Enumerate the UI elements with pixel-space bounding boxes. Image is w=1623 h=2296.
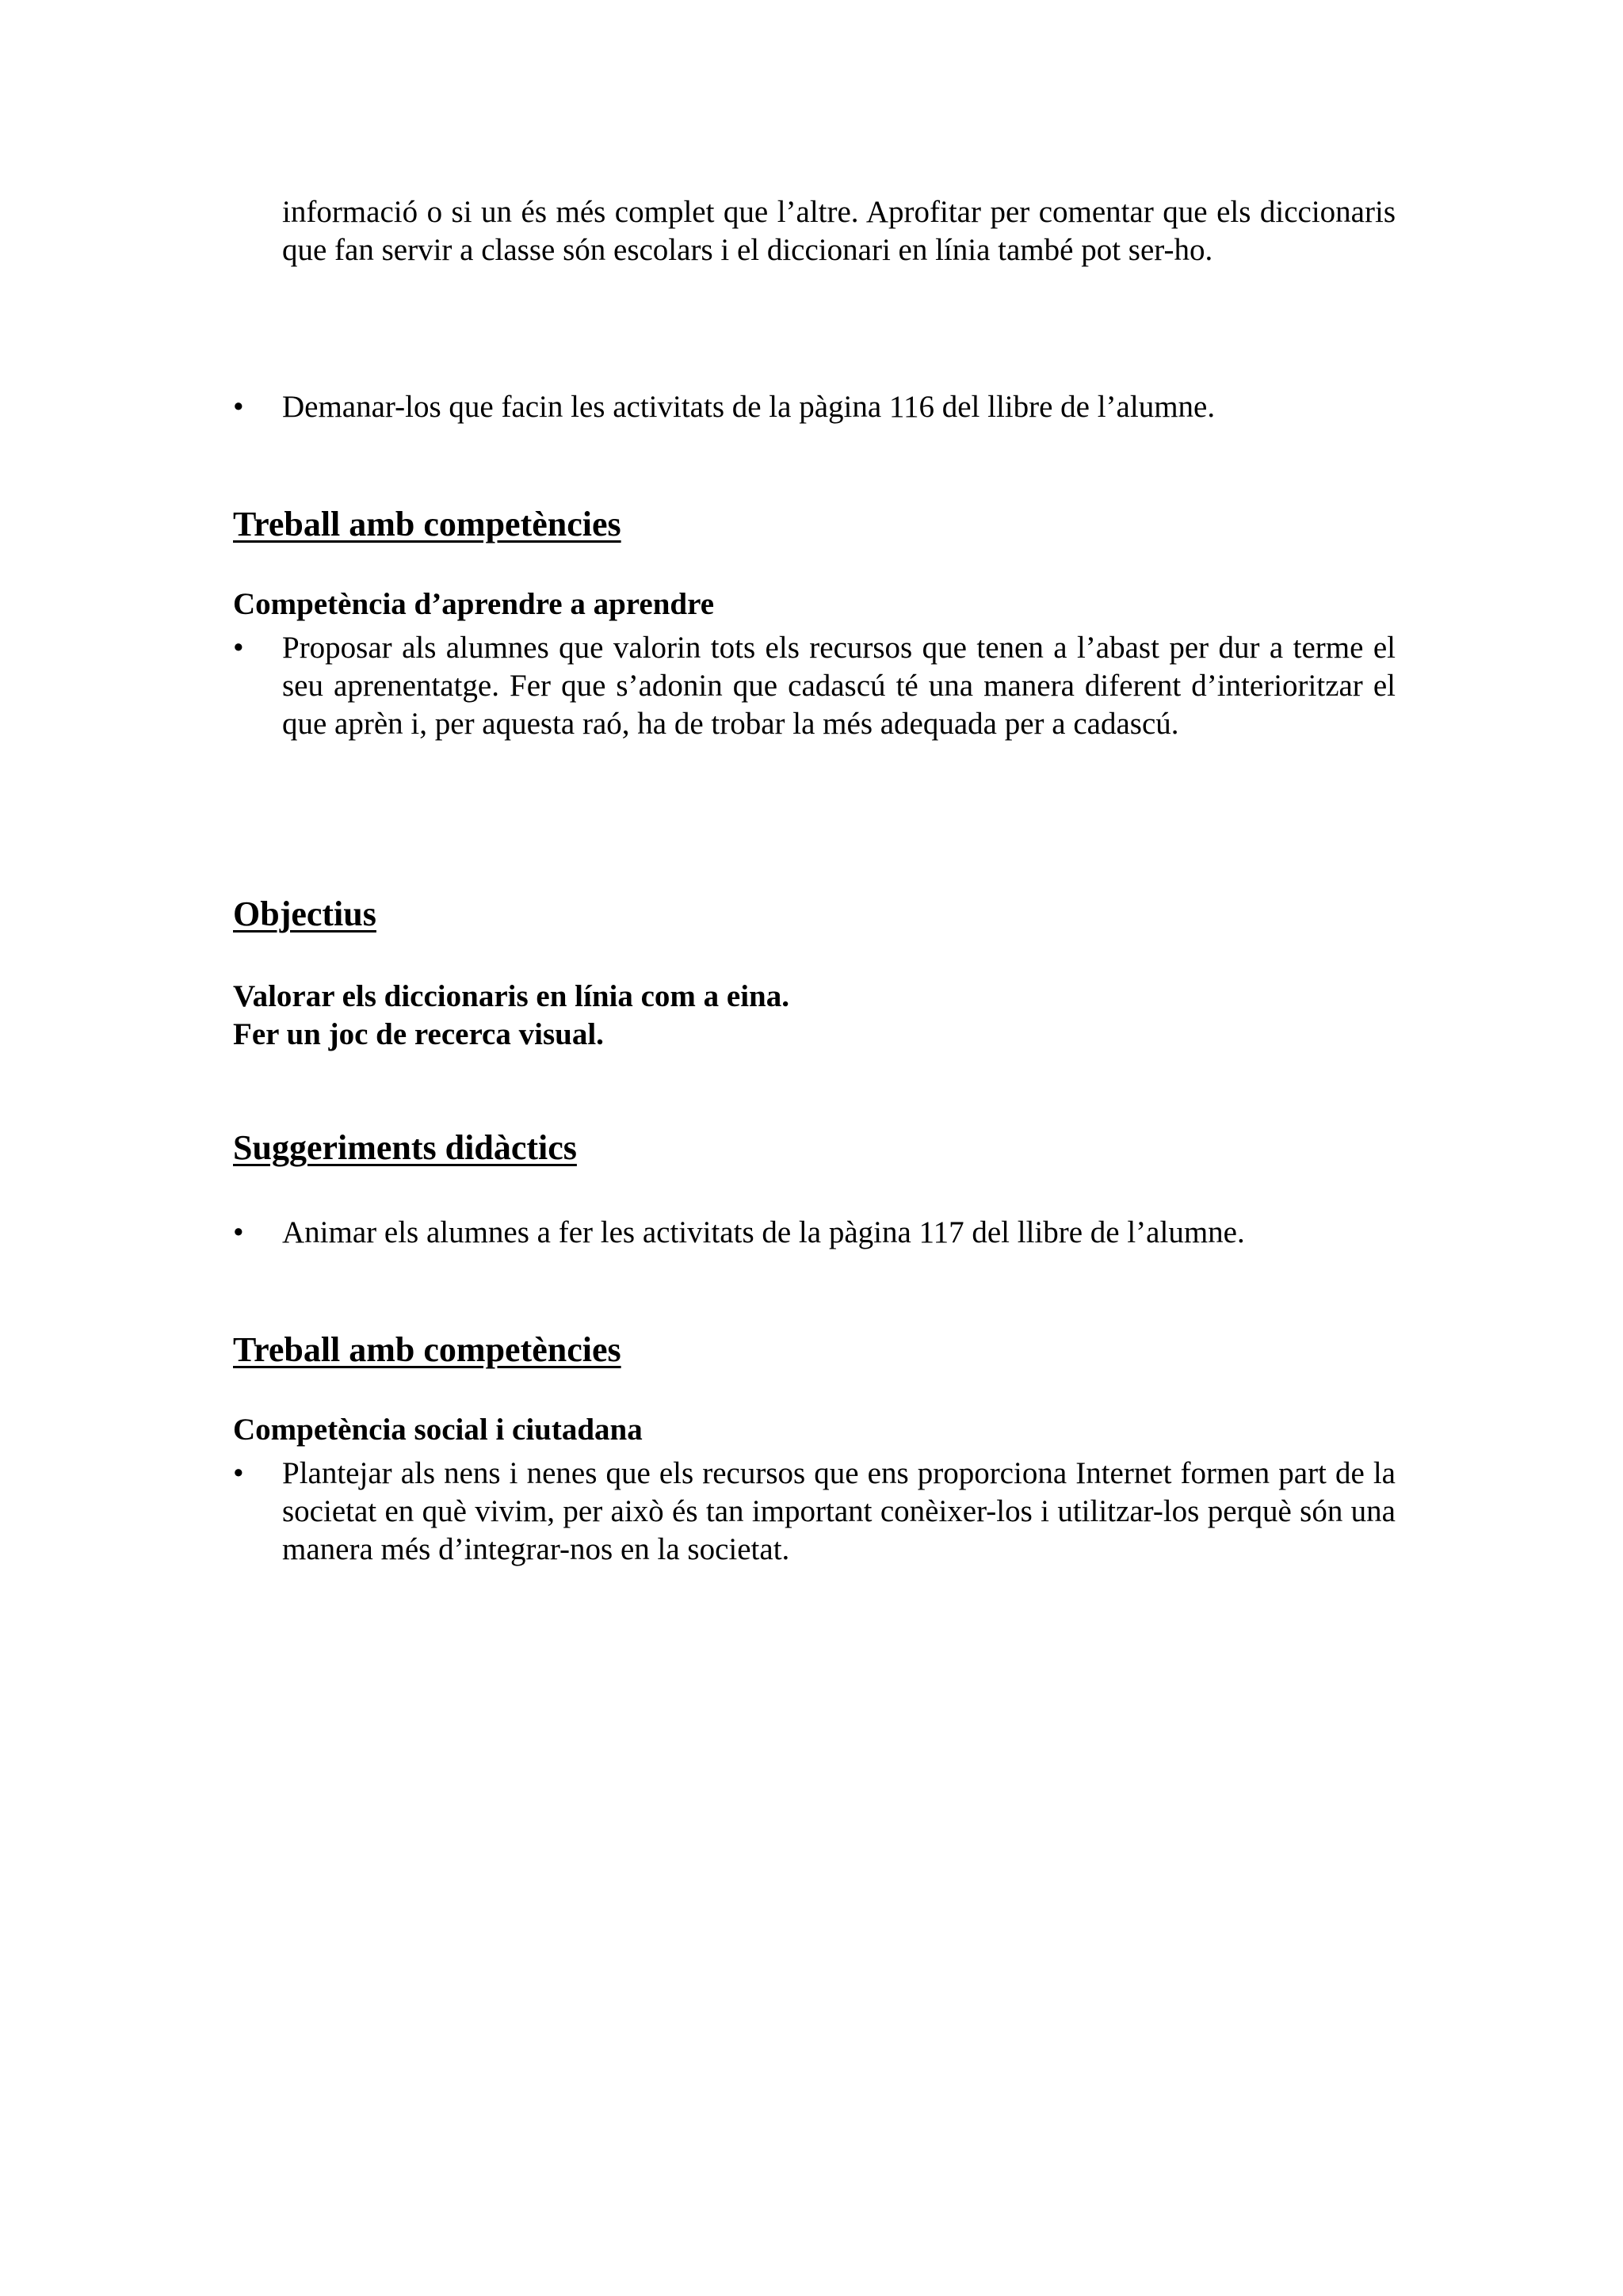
bullet-icon: • bbox=[233, 1215, 244, 1249]
section-subheading: Competència social i ciutadana bbox=[233, 1413, 643, 1447]
objective-line: Fer un joc de recerca visual. bbox=[233, 1017, 604, 1051]
list-item-text: Proposar als alumnes que valorin tots els recursos que tenen a l’abast per dur a terme el seu aprenentatge. Fer que s’adonin que cadascú té una manera diferent d’interioritzar el que aprèn i, per aquesta raó, ha de trobar la més adequada per a cadascú. bbox=[282, 631, 1396, 741]
section-heading: Treball amb competències bbox=[233, 1330, 621, 1369]
section-subheading: Competència d’aprendre a aprendre bbox=[233, 587, 715, 621]
section-heading: Objectius bbox=[233, 894, 376, 933]
bullet-icon: • bbox=[233, 1456, 244, 1490]
section-heading: Treball amb competències bbox=[233, 505, 621, 543]
section-heading: Suggeriments didàctics bbox=[233, 1128, 577, 1167]
objective-line: Valorar els diccionaris en línia com a eina. bbox=[233, 979, 789, 1013]
list-item-text: Demanar-los que facin les activitats de la pàgina 116 del llibre de l’alumne. bbox=[282, 390, 1216, 424]
list-item-text: Animar els alumnes a fer les activitats de la pàgina 117 del llibre de l’alumne. bbox=[282, 1215, 1245, 1249]
continuation-paragraph: informació o si un és més complet que l’altre. Aprofitar per comentar que els diccionaris que fan servir a classe són escolars i el diccionari en línia també pot ser-ho. bbox=[282, 195, 1396, 267]
list-item-text: Plantejar als nens i nenes que els recursos que ens proporciona Internet formen part de la societat en què vivim, per això és tan important conèixer-los i utilitzar-los perquè són una manera més d’integrar-nos en la societat. bbox=[282, 1456, 1396, 1566]
bullet-icon: • bbox=[233, 631, 244, 665]
bullet-icon: • bbox=[233, 390, 244, 424]
